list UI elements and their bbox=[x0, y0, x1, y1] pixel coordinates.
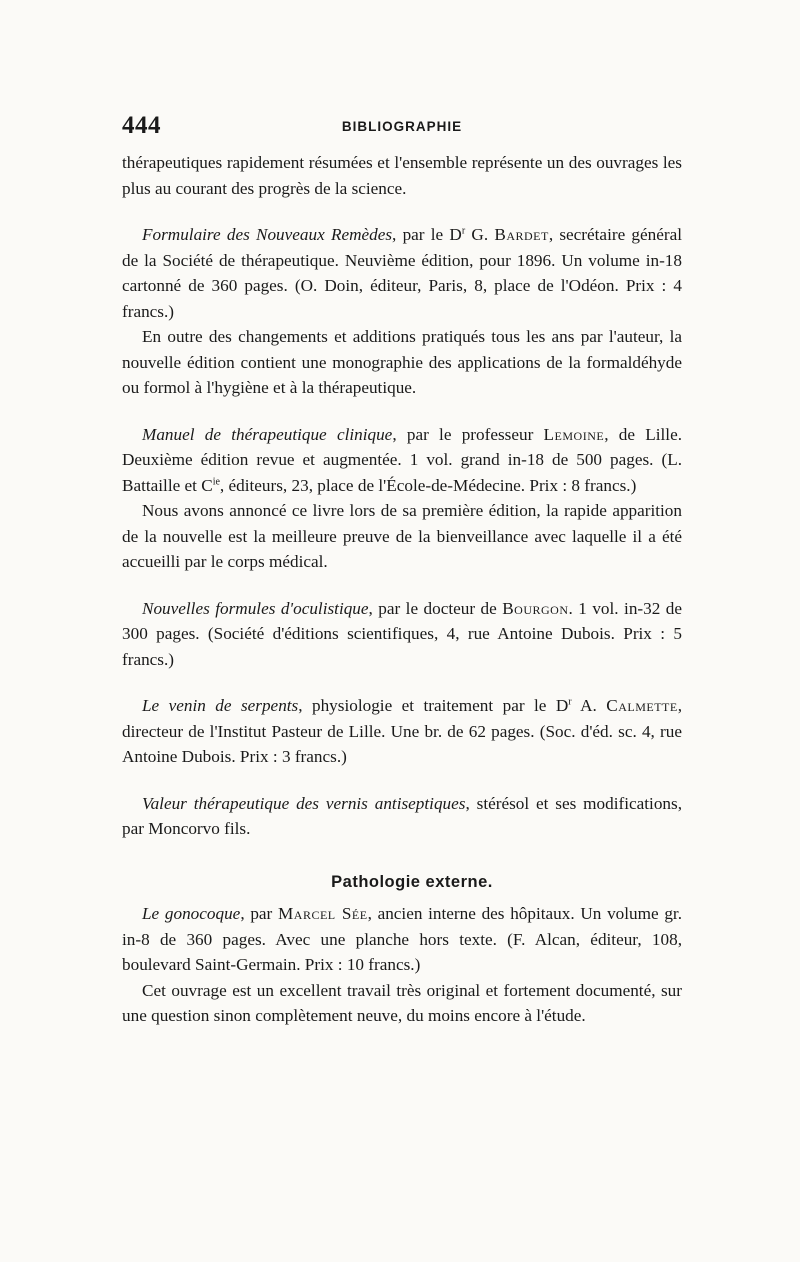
page-header bbox=[122, 112, 682, 142]
author-name: Calmette bbox=[606, 696, 678, 715]
author-name: Lemoine bbox=[543, 424, 605, 444]
book-title: Manuel de thérapeutique clinique bbox=[142, 424, 393, 444]
page-number: 444 bbox=[122, 112, 161, 139]
book-title: Le venin de serpents bbox=[142, 696, 299, 715]
review-manuel: Nous avons annoncé ce livre lors de sa première édition, la rapide apparition de la nouvelle est la meilleure preuve de la bienveillance avec laquelle il a été accueilli par le corps médical. bbox=[122, 501, 682, 571]
review-gonocoque: Cet ouvrage est un excellent travail très original et fortement documenté, sur une question sinon complètement neuve, du moins encore à l'étude. bbox=[122, 980, 682, 1025]
book-title: Valeur thérapeutique des vernis antiseptiques bbox=[142, 793, 466, 813]
intro-paragraph: thérapeutiques rapidement résumées et l'ensemble représente un des ouvrages les plus au courant des progrès de la science. bbox=[122, 153, 682, 198]
entry-valeur: Valeur thérapeutique des vernis antiseptiques, stérésol et ses modifications, par Moncorvo fils. bbox=[122, 793, 682, 838]
review-formulaire: En outre des changements et additions pratiqués tous les ans par l'auteur, la nouvelle édition contient une monographie des applications de la formaldéhyde ou formol à l'hygiène et à la thérapeutique. bbox=[122, 327, 682, 397]
entry-manuel: Manuel de thérapeutique clinique, par le professeur Lemoine, de Lille. Deuxième édition revue et augmentée. 1 vol. grand in-18 de 500 pages. (L. Battaille et $C^{ie}$, éditeurs, 23, place de l'École-de-Médecine. Prix : 8 francs.) bbox=[122, 424, 682, 495]
running-head: BIBLIOGRAPHIE bbox=[341, 119, 463, 134]
entry-nouvelles: Nouvelles formules d'oculistique, par le docteur de Bourgon. 1 vol. in-32 de 300 pages. (Société d'éditions scientifiques, 4, rue Antoine Dubois. Prix : 5 francs.) bbox=[122, 598, 682, 669]
book-title: Formulaire des Nouveaux Remèdes bbox=[142, 225, 393, 244]
section-title: Pathologie externe. bbox=[331, 872, 493, 891]
author-name: Bardet bbox=[494, 225, 549, 244]
entry-formulaire: Formulaire des Nouveaux Remèdes, par le $D^r$ G. Bardet, secrétaire général de la Société de thérapeutique. Neuvième édition, pour 1896. Un volume in-18 cartonné de 360 pages. (O. Doin, éditeur, Paris, 8, place de l'Odéon. Prix : 4 francs.) bbox=[122, 225, 683, 321]
book-title: Le gonocoque bbox=[142, 904, 241, 923]
entry-venin: Le venin de serpents, physiologie et traitement par le $D^r$ A. Calmette, directeur de l'Institut Pasteur de Lille. Une br. de 62 pages. (Soc. d'éd. sc. 4, rue Antoine Dubois. Prix : 3 francs.) bbox=[122, 696, 683, 766]
page-body bbox=[122, 150, 682, 1029]
author-name: Bourgon bbox=[502, 598, 569, 618]
book-title: Nouvelles formules d'oculistique bbox=[142, 598, 369, 618]
author-name: Marcel Sée bbox=[278, 904, 368, 923]
entry-gonocoque: Le gonocoque, par Marcel Sée, ancien interne des hôpitaux. Un volume gr. in-8 de 360 pages. Avec une planche hors texte. (F. Alcan, éditeur, 108, boulevard Saint-Germain. Prix : 10 francs.) bbox=[122, 904, 682, 974]
